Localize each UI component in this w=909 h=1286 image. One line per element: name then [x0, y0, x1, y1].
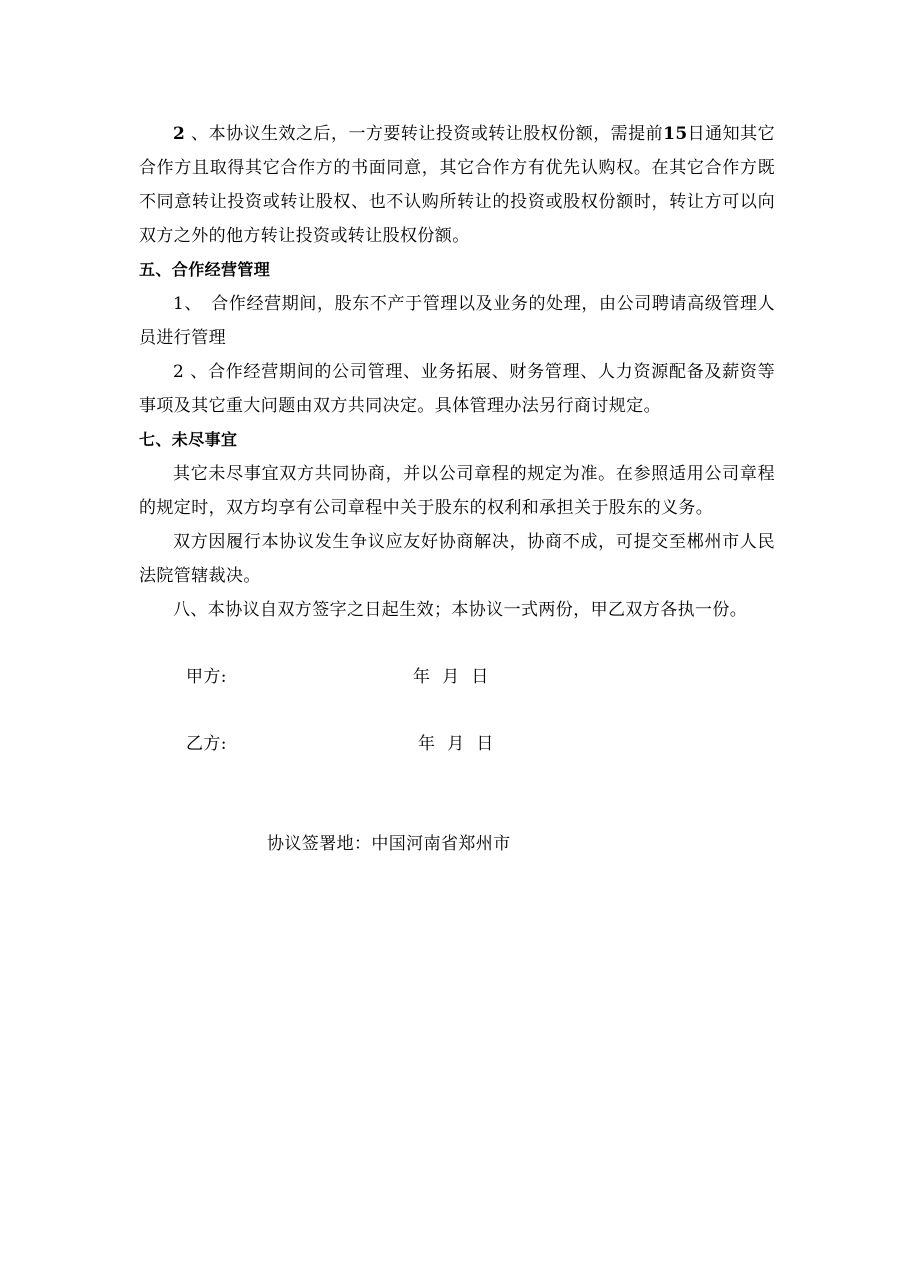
signing-place: 协议签署地：中国河南省郑州市: [267, 834, 511, 854]
agreement-body: [139, 117, 775, 627]
clause-transfer-number: 2: [173, 124, 186, 144]
clause-management-2: 2 、合作经营期间的公司管理、业务拓展、财务管理、人力资源配备及薪资等事项及其它重大问题由双方共同决定。具体管理办法另行商讨规定。: [139, 362, 775, 416]
section-heading-management: 五、合作经营管理: [139, 260, 271, 279]
party-a-date: 年 月 日: [413, 667, 489, 687]
clause-transfer-text-a: 、本协议生效之后，一方要转让投资或转让股权份额，需提前: [185, 124, 664, 144]
clause-misc-2: 双方因履行本协议发生争议应友好协商解决，协商不成，可提交至郴州市人民法院管辖裁决。: [139, 532, 775, 586]
clause-effective: 八、本协议自双方签字之日起生效；本协议一式两份，甲乙双方各执一份。: [173, 600, 748, 620]
clause-transfer-text-b: 日通知其它合作方且取得其它合作方的书面同意，其它合作方有优先认购权。在其它合作方既不同意转让投资或转让股权、也不认购所转让的投资或股权份额时，转让方可以向双方之外的他方转让投资或转让股权份额。: [139, 124, 776, 246]
party-b-label: 乙方:: [186, 734, 227, 754]
party-b-date: 年 月 日: [418, 734, 494, 754]
section-heading-misc: 七、未尽事宜: [139, 430, 238, 449]
clause-transfer-days: 15: [663, 124, 688, 144]
party-a-label: 甲方:: [186, 667, 227, 687]
clause-management-1: 1、 合作经营期间，股东不产于管理以及业务的处理，由公司聘请高级管理人员进行管理: [139, 294, 775, 348]
clause-misc-1: 其它未尽事宜双方共同协商，并以公司章程的规定为准。在参照适用公司章程的规定时，双方均享有公司章程中关于股东的权利和承担关于股东的义务。: [139, 464, 775, 518]
clause-transfer: [139, 117, 775, 253]
